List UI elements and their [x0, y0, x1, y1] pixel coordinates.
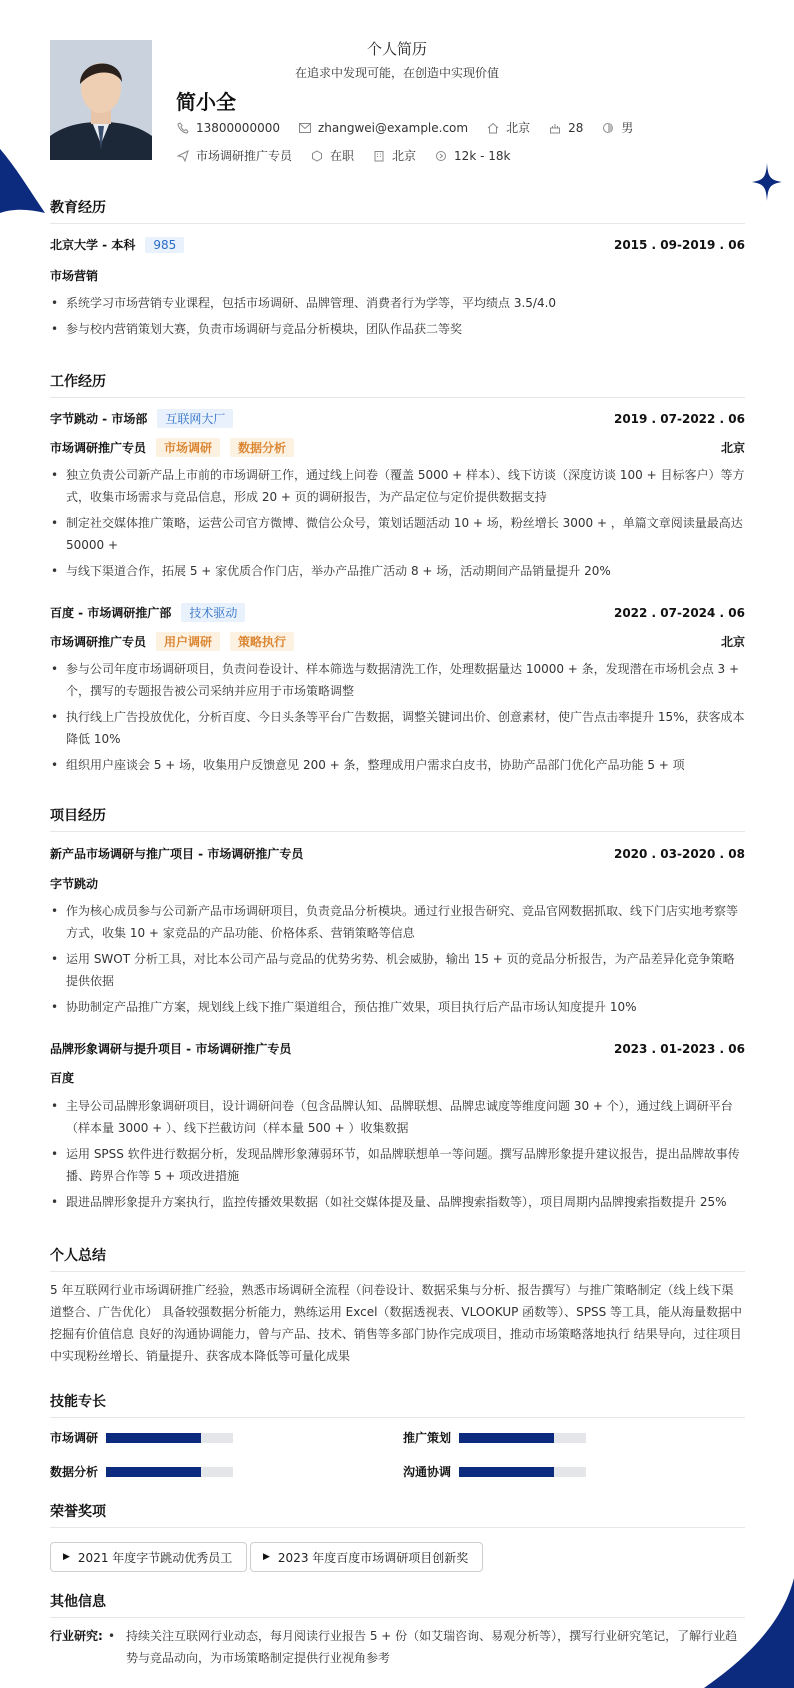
status-icon	[310, 149, 324, 163]
phone-value: 13800000000	[196, 120, 280, 135]
skill-row	[403, 1463, 586, 1480]
skill-row	[403, 1429, 586, 1446]
project-name: 新产品市场调研与推广项目 - 市场调研推广专员	[50, 847, 304, 861]
company-tag: 互联网大厂	[157, 409, 233, 428]
intent-row	[176, 147, 528, 164]
status-value: 在职	[330, 149, 355, 163]
skill-name: 推广策划	[403, 1431, 452, 1445]
email-value: zhangwei@example.com	[317, 120, 469, 135]
company-tag: 技术驱动	[181, 603, 245, 622]
list-item: • 协助制定产品推广方案，规划线上线下推广渠道组合，预估推广效果，项目执行后产品市场认知度提升 10%	[50, 996, 745, 1018]
skill-bar	[106, 1433, 233, 1443]
skill-row	[50, 1429, 233, 1446]
skill-bar-fill	[106, 1433, 201, 1443]
company-name: 字节跳动 - 市场部	[50, 412, 148, 426]
education-major: 市场营销	[50, 269, 99, 283]
work-bullets-2	[50, 658, 745, 780]
target-city-value: 北京	[392, 149, 417, 163]
education-bullets	[50, 292, 745, 344]
skill-name: 市场调研	[50, 1431, 99, 1445]
list-item: • 参与公司年度市场调研项目，负责问卷设计、样本筛选与数据清洗工作，处理数据量达 10000 + 条，发现潜在市场机会点 3 + 个，撰写的专题报告被公司采纳并应用于市场策略调整	[50, 658, 745, 702]
age-icon	[548, 121, 562, 135]
skill-bar-fill	[459, 1467, 554, 1477]
list-item: • 主导公司品牌形象调研项目，设计调研问卷（包含品牌认知、品牌联想、品牌忠诚度等维度问题 30 + 个），通过线上调研平台（样本量 3000 + ）、线下拦截访问（样本量 500 + ）收集数据	[50, 1095, 745, 1139]
role-tag: 数据分析	[230, 438, 294, 457]
award-chip	[250, 1542, 483, 1572]
section-title-work: 工作经历	[50, 371, 745, 398]
project-date: 2020 . 03-2020 . 08	[613, 846, 745, 861]
other-label: 行业研究:	[50, 1629, 103, 1643]
skill-bar	[106, 1467, 233, 1477]
building-icon	[372, 149, 386, 163]
summary-text: 5 年互联网行业市场调研推广经验，熟悉市场调研全流程（问卷设计、数据采集与分析、报告撰写）与推广策略制定（线上线下渠道整合、广告优化） 具备较强数据分析能力，熟练运用 Excel（数据透视表、VLOOKUP 函数等）、SPSS 等工具，能从海量数据中挖掘有价值信息 良好的沟通协调能力，曾与产品、技术、销售等多部门协作完成项目，推动市场策略落地执行 结果导向，过往项目中实现粉丝增长、销量提升、获客成本降低等可量化成果	[50, 1283, 743, 1363]
project-entry-head-2	[50, 1040, 745, 1057]
work-entry-head-2	[50, 603, 745, 622]
triangle-right-icon: ▶	[263, 1552, 270, 1562]
work-city: 北京	[720, 635, 745, 649]
email-icon	[298, 121, 312, 135]
list-item: • 运用 SWOT 分析工具，对比本公司产品与竞品的优势劣势、机会威胁，输出 15 + 页的竞品分析报告，为产品差异化竞争策略提供依据	[50, 948, 745, 992]
role-tag: 市场调研	[156, 438, 220, 457]
award-label: 2023 年度百度市场调研项目创新奖	[277, 1550, 469, 1565]
other-info-row	[50, 1625, 745, 1669]
school-name: 北京大学 - 本科	[50, 238, 136, 252]
education-date: 2015 . 09-2019 . 06	[613, 237, 745, 252]
project-bullets-2	[50, 1095, 745, 1217]
skill-name: 数据分析	[50, 1465, 99, 1479]
award-label: 2021 年度字节跳动优秀员工	[77, 1550, 233, 1565]
list-item: • 运用 SPSS 软件进行数据分析，发现品牌形象薄弱环节，如品牌联想单一等问题。撰写品牌形象提升建议报告，提出品牌故事传播、跨界合作等 5 + 项改进措施	[50, 1143, 745, 1187]
salary-value: 12k - 18k	[454, 148, 511, 163]
list-item: • 参与校内营销策划大赛，负责市场调研与竞品分析模块，团队作品获二等奖	[50, 318, 745, 340]
gender-icon	[601, 121, 615, 135]
decorative-star-icon	[752, 163, 782, 201]
section-title-education: 教育经历	[50, 197, 745, 224]
section-title-awards: 荣誉奖项	[50, 1501, 745, 1528]
work-role-row-1	[50, 438, 745, 457]
list-item: • 独立负责公司新产品上市前的市场调研工作，通过线上问卷（覆盖 5000 + 样本）、线下访谈（深度访谈 100 + 目标客户）等方式，收集市场需求与竞品信息，形成 20 + 页的调研报告，为产品定位与定价提供数据支持	[50, 464, 745, 508]
send-icon	[176, 149, 190, 163]
work-date: 2019 . 07-2022 . 06	[613, 411, 745, 426]
triangle-right-icon: ▶	[63, 1552, 70, 1562]
phone-icon	[176, 121, 190, 135]
home-icon	[486, 121, 500, 135]
skill-name: 沟通协调	[403, 1465, 452, 1479]
section-title-skills: 技能专长	[50, 1391, 745, 1418]
company-name: 百度 - 市场调研推广部	[50, 606, 172, 620]
candidate-name: 简小全	[176, 90, 236, 114]
role-name: 市场调研推广专员	[50, 441, 147, 455]
work-role-row-2	[50, 632, 745, 651]
skill-bar-fill	[459, 1433, 554, 1443]
school-tag: 985	[145, 237, 184, 253]
project-entry-head-1	[50, 845, 745, 862]
project-org: 百度	[50, 1071, 75, 1085]
project-date: 2023 . 01-2023 . 06	[613, 1041, 745, 1056]
list-item: • 系统学习市场营销专业课程，包括市场调研、品牌管理、消费者行为学等，平均绩点 3.5/4.0	[50, 292, 745, 314]
city-value: 北京	[506, 121, 531, 135]
job-intent-value: 市场调研推广专员	[196, 149, 293, 163]
section-title-projects: 项目经历	[50, 805, 745, 832]
list-item: • 制定社交媒体推广策略，运营公司官方微博、微信公众号，策划话题活动 10 + 场，粉丝增长 3000 + ，单篇文章阅读量最高达 50000 +	[50, 512, 745, 556]
skill-bar-fill	[106, 1467, 201, 1477]
other-text: 持续关注互联网行业动态，每月阅读行业报告 5 + 份（如艾瑞咨询、易观分析等），撰写行业研究笔记，了解行业趋势与竞品动向，为市场策略制定提供行业视角参考	[126, 1629, 738, 1665]
salary-icon	[434, 149, 448, 163]
bullet-dot: •	[108, 1629, 116, 1643]
role-name: 市场调研推广专员	[50, 635, 147, 649]
skill-row	[50, 1463, 233, 1480]
document-title: 个人简历	[366, 40, 427, 58]
skill-bar	[459, 1467, 586, 1477]
work-city: 北京	[720, 441, 745, 455]
gender-value: 男	[621, 121, 634, 135]
role-tag: 策略执行	[230, 632, 294, 651]
list-item: • 执行线上广告投放优化，分析百度、今日头条等平台广告数据，调整关键词出价、创意素材，使广告点击率提升 15%，获客成本降低 10%	[50, 706, 745, 750]
contact-row	[176, 119, 651, 136]
work-date: 2022 . 07-2024 . 06	[613, 605, 745, 620]
motto: 在追求中发现可能，在创造中实现价值	[294, 66, 499, 80]
project-bullets-1	[50, 900, 745, 1022]
age-value: 28	[568, 120, 584, 135]
role-tag: 用户调研	[156, 632, 220, 651]
decorative-swoosh-left	[0, 138, 50, 238]
project-name: 品牌形象调研与提升项目 - 市场调研推广专员	[50, 1042, 292, 1056]
list-item: • 与线下渠道合作，拓展 5 + 家优质合作门店，举办产品推广活动 8 + 场，活动期间产品销量提升 20%	[50, 560, 745, 582]
award-chip	[50, 1542, 247, 1572]
skill-bar	[459, 1433, 586, 1443]
work-entry-head-1	[50, 409, 745, 428]
education-entry-head	[50, 236, 745, 253]
work-bullets-1	[50, 464, 745, 586]
list-item: • 作为核心成员参与公司新产品市场调研项目，负责竞品分析模块。通过行业报告研究、竞品官网数据抓取、线下门店实地考察等方式，收集 10 + 家竞品的产品功能、价格体系、营销策略等信息	[50, 900, 745, 944]
section-title-other: 其他信息	[50, 1591, 745, 1618]
project-org: 字节跳动	[50, 877, 99, 891]
list-item: • 组织用户座谈会 5 + 场，收集用户反馈意见 200 + 条，整理成用户需求白皮书，协助产品部门优化产品功能 5 + 项	[50, 754, 745, 776]
section-title-summary: 个人总结	[50, 1245, 745, 1272]
list-item: • 跟进品牌形象提升方案执行，监控传播效果数据（如社交媒体提及量、品牌搜索指数等），项目周期内品牌搜索指数提升 25%	[50, 1191, 745, 1213]
